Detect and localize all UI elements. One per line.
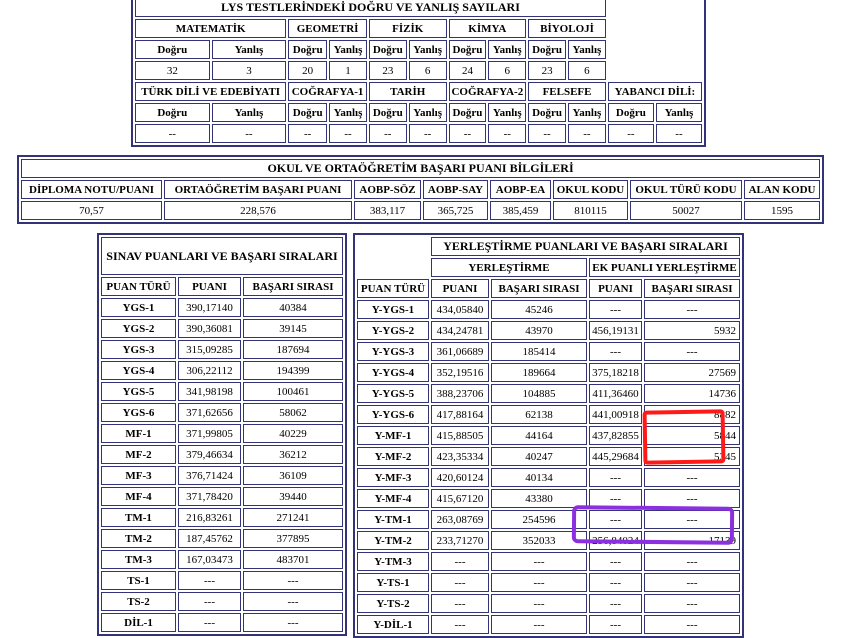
lys-column-header: Yanlış — [212, 40, 287, 59]
placement-value: 361,06689 — [431, 342, 489, 361]
score-value: 376,71424 — [178, 466, 241, 485]
placement-value: --- — [589, 552, 642, 571]
school-value: 383,117 — [354, 201, 421, 220]
school-column-header: DİPLOMA NOTU/PUANI — [21, 180, 162, 199]
lys-value: -- — [608, 124, 654, 143]
placement-value: 44164 — [491, 426, 587, 445]
placement-scores-table — [353, 233, 744, 638]
placement-value: --- — [491, 552, 587, 571]
placement-value: 434,24781 — [431, 321, 489, 340]
placement-value: 263,08769 — [431, 510, 489, 529]
placement-type: Y-TM-3 — [357, 552, 429, 571]
table-row — [357, 342, 740, 361]
score-value: 39145 — [243, 319, 343, 338]
placement-value: --- — [491, 615, 587, 634]
score-value: --- — [178, 592, 241, 611]
placement-value: --- — [644, 510, 740, 529]
lys-column-header: Doğru — [449, 40, 487, 59]
school-column-header: ALAN KODU — [744, 180, 820, 199]
score-type: TM-2 — [101, 529, 176, 548]
lys-column-header: Yanlış — [488, 103, 526, 122]
score-value: 371,62656 — [178, 403, 241, 422]
placement-value: 415,88505 — [431, 426, 489, 445]
placement-value: 17139 — [644, 531, 740, 550]
table-row — [357, 468, 740, 487]
score-type: YGS-3 — [101, 340, 176, 359]
school-value: 810115 — [553, 201, 628, 220]
placement-value: 411,36460 — [589, 384, 642, 403]
placement-value: 352,19516 — [431, 363, 489, 382]
placement-value: 417,88164 — [431, 405, 489, 424]
lys-subject-header: FELSEFE — [528, 82, 606, 101]
school-column-header: AOBP-SÖZ — [354, 180, 421, 199]
lys-value: -- — [212, 124, 287, 143]
lys-row1-blank — [608, 19, 702, 80]
lys-column-header: Yanlış — [656, 103, 702, 122]
placement-value: --- — [644, 468, 740, 487]
placement-title: YERLEŞTİRME PUANLARI VE BAŞARI SIRALARI — [431, 237, 740, 256]
placement-value: 5345 — [644, 447, 740, 466]
school-column-header: AOBP-EA — [490, 180, 551, 199]
lys-column-header: Doğru — [528, 103, 566, 122]
score-type: YGS-5 — [101, 382, 176, 401]
lys-subject-header: BİYOLOJİ — [528, 19, 606, 38]
lys-title-blank — [608, 0, 702, 17]
lys-subject-header: TÜRK DİLİ VE EDEBİYATI — [135, 82, 286, 101]
placement-type: Y-TS-2 — [357, 594, 429, 613]
placement-value: --- — [589, 300, 642, 319]
lys-column-header: Doğru — [528, 40, 566, 59]
score-value: 390,36081 — [178, 319, 241, 338]
placement-column-header: PUANI — [589, 279, 642, 298]
table-row — [357, 594, 740, 613]
placement-value: --- — [589, 489, 642, 508]
school-value: 50027 — [630, 201, 742, 220]
lys-column-header: Doğru — [288, 103, 327, 122]
placement-type: Y-TM-2 — [357, 531, 429, 550]
school-column-header: AOBP-SAY — [423, 180, 488, 199]
lys-subject-header: GEOMETRİ — [288, 19, 367, 38]
lys-column-header: Doğru — [288, 40, 327, 59]
lys-column-header: Yanlış — [329, 103, 367, 122]
lys-value: -- — [288, 124, 327, 143]
lys-title: LYS TESTLERİNDEKİ DOĞRU VE YANLIŞ SAYILARI — [135, 0, 606, 17]
score-type: YGS-6 — [101, 403, 176, 422]
placement-type: Y-MF-4 — [357, 489, 429, 508]
table-row — [101, 298, 343, 317]
lys-value: 1 — [329, 61, 367, 80]
table-row — [101, 382, 343, 401]
lys-value: -- — [656, 124, 702, 143]
placement-value: --- — [644, 342, 740, 361]
school-value: 385,459 — [490, 201, 551, 220]
school-score-table — [17, 155, 824, 224]
lys-subject-header: FİZİK — [369, 19, 447, 38]
lys-value: 23 — [528, 61, 566, 80]
lys-column-header: Yanlış — [488, 40, 526, 59]
placement-value: --- — [589, 468, 642, 487]
table-row — [101, 340, 343, 359]
lys-results-table — [131, 0, 706, 147]
score-type: YGS-1 — [101, 298, 176, 317]
placement-type: Y-TM-1 — [357, 510, 429, 529]
lys-value: -- — [369, 124, 407, 143]
score-type: TM-1 — [101, 508, 176, 527]
placement-type: Y-YGS-2 — [357, 321, 429, 340]
table-row — [357, 363, 740, 382]
table-row — [357, 384, 740, 403]
lys-column-header: Doğru — [369, 40, 407, 59]
score-type: MF-1 — [101, 424, 176, 443]
score-value: 194399 — [243, 361, 343, 380]
placement-value: 423,35334 — [431, 447, 489, 466]
placement-type: Y-TS-1 — [357, 573, 429, 592]
lys-value: -- — [409, 124, 447, 143]
placement-value: 43380 — [491, 489, 587, 508]
lys-column-header: Yanlış — [329, 40, 367, 59]
score-type: MF-3 — [101, 466, 176, 485]
placement-value: 185414 — [491, 342, 587, 361]
lys-column-header: Doğru — [449, 103, 487, 122]
table-row — [101, 529, 343, 548]
table-row — [101, 550, 343, 569]
placement-value: --- — [589, 615, 642, 634]
placement-value: 43970 — [491, 321, 587, 340]
placement-value: 441,00918 — [589, 405, 642, 424]
placement-value: --- — [491, 573, 587, 592]
score-value: 36212 — [243, 445, 343, 464]
lys-value: 3 — [212, 61, 287, 80]
placement-corner-blank — [357, 237, 429, 277]
table-row — [101, 613, 343, 632]
placement-value: 256,84024 — [589, 531, 642, 550]
placement-value: --- — [431, 552, 489, 571]
table-row — [357, 426, 740, 445]
placement-type: Y-YGS-1 — [357, 300, 429, 319]
extra-placement-group: EK PUANLI YERLEŞTİRME — [589, 258, 740, 277]
table-row — [357, 321, 740, 340]
placement-value: 40134 — [491, 468, 587, 487]
table-row — [357, 510, 740, 529]
score-value: 216,83261 — [178, 508, 241, 527]
school-column-header: OKUL KODU — [553, 180, 628, 199]
placement-column-header: PUAN TÜRÜ — [357, 279, 429, 298]
score-value: 390,17140 — [178, 298, 241, 317]
score-value: 40229 — [243, 424, 343, 443]
table-row — [101, 361, 343, 380]
score-value: 315,09285 — [178, 340, 241, 359]
placement-value: 456,19131 — [589, 321, 642, 340]
placement-value: --- — [589, 510, 642, 529]
placement-type: Y-MF-2 — [357, 447, 429, 466]
score-value: --- — [178, 613, 241, 632]
placement-value: --- — [589, 594, 642, 613]
placement-type: Y-YGS-6 — [357, 405, 429, 424]
placement-value: 189664 — [491, 363, 587, 382]
table-row — [357, 300, 740, 319]
school-column-header: ORTAÖĞRETİM BAŞARI PUANI — [164, 180, 352, 199]
score-type: MF-4 — [101, 487, 176, 506]
placement-value: --- — [589, 573, 642, 592]
school-column-header: OKUL TÜRÜ KODU — [630, 180, 742, 199]
score-type: YGS-4 — [101, 361, 176, 380]
placement-value: --- — [491, 594, 587, 613]
score-type: MF-2 — [101, 445, 176, 464]
lys-value: -- — [135, 124, 210, 143]
lys-value: -- — [488, 124, 526, 143]
placement-value: --- — [589, 342, 642, 361]
score-value: 271241 — [243, 508, 343, 527]
score-value: 58062 — [243, 403, 343, 422]
placement-value: 388,23706 — [431, 384, 489, 403]
placement-value: 40247 — [491, 447, 587, 466]
school-value: 1595 — [744, 201, 820, 220]
score-type: TS-2 — [101, 592, 176, 611]
lys-column-header: Yanlış — [409, 40, 447, 59]
lys-value: -- — [528, 124, 566, 143]
placement-value: --- — [431, 573, 489, 592]
placement-value: --- — [644, 552, 740, 571]
exam-scores-table — [97, 233, 347, 636]
score-value: 187,45762 — [178, 529, 241, 548]
table-row — [101, 592, 343, 611]
table-row — [101, 403, 343, 422]
table-row — [101, 424, 343, 443]
table-row — [357, 531, 740, 550]
exam-column-header: PUAN TÜRÜ — [101, 277, 176, 296]
table-row — [357, 489, 740, 508]
school-value: 228,576 — [164, 201, 352, 220]
placement-value: 437,82855 — [589, 426, 642, 445]
placement-type: Y-YGS-5 — [357, 384, 429, 403]
exam-column-header: PUANI — [178, 277, 241, 296]
placement-value: 445,29684 — [589, 447, 642, 466]
score-value: 187694 — [243, 340, 343, 359]
placement-value: --- — [431, 594, 489, 613]
placement-value: 5844 — [644, 426, 740, 445]
placement-value: 5932 — [644, 321, 740, 340]
lys-subject-header: COĞRAFYA-1 — [288, 82, 367, 101]
lys-value: 6 — [568, 61, 606, 80]
lys-value: 6 — [409, 61, 447, 80]
table-row — [357, 405, 740, 424]
placement-column-header: BAŞARI SIRASI — [644, 279, 740, 298]
school-value: 70,57 — [21, 201, 162, 220]
placement-value: 420,60124 — [431, 468, 489, 487]
score-value: 341,98198 — [178, 382, 241, 401]
lys-column-header: Yanlış — [568, 40, 606, 59]
lys-subject-header: MATEMATİK — [135, 19, 286, 38]
placement-value: 62138 — [491, 405, 587, 424]
table-row — [101, 445, 343, 464]
table-row — [101, 466, 343, 485]
lys-column-header: Doğru — [369, 103, 407, 122]
score-value: 36109 — [243, 466, 343, 485]
placement-column-header: PUANI — [431, 279, 489, 298]
lys-column-header: Yanlış — [409, 103, 447, 122]
score-value: 39440 — [243, 487, 343, 506]
lys-value: -- — [568, 124, 606, 143]
placement-type: Y-YGS-4 — [357, 363, 429, 382]
score-value: 377895 — [243, 529, 343, 548]
score-type: TS-1 — [101, 571, 176, 590]
placement-value: 233,71270 — [431, 531, 489, 550]
placement-value: 27569 — [644, 363, 740, 382]
score-value: 306,22112 — [178, 361, 241, 380]
lys-value: 32 — [135, 61, 210, 80]
placement-value: 352033 — [491, 531, 587, 550]
placement-type: Y-YGS-3 — [357, 342, 429, 361]
lys-column-header: Doğru — [135, 103, 210, 122]
placement-value: 45246 — [491, 300, 587, 319]
score-value: 100461 — [243, 382, 343, 401]
placement-value: 254596 — [491, 510, 587, 529]
lys-value: 23 — [369, 61, 407, 80]
table-row — [357, 573, 740, 592]
placement-type: Y-DİL-1 — [357, 615, 429, 634]
score-value: --- — [243, 571, 343, 590]
score-value: --- — [178, 571, 241, 590]
table-row — [101, 319, 343, 338]
lys-value: -- — [449, 124, 487, 143]
score-type: DİL-1 — [101, 613, 176, 632]
lys-subject-header: TARİH — [369, 82, 447, 101]
score-value: --- — [243, 592, 343, 611]
exam-scores-title: SINAV PUANLARI VE BAŞARI SIRALARI — [101, 237, 343, 275]
lys-subject-header: KİMYA — [449, 19, 527, 38]
placement-value: 8882 — [644, 405, 740, 424]
table-row — [101, 571, 343, 590]
table-row — [357, 615, 740, 634]
score-value: 371,78420 — [178, 487, 241, 506]
lys-value: 6 — [488, 61, 526, 80]
score-value: --- — [243, 613, 343, 632]
placement-type: Y-MF-3 — [357, 468, 429, 487]
placement-type: Y-MF-1 — [357, 426, 429, 445]
table-row — [101, 487, 343, 506]
placement-value: --- — [644, 573, 740, 592]
placement-column-header: BAŞARI SIRASI — [491, 279, 587, 298]
score-value: 371,99805 — [178, 424, 241, 443]
exam-column-header: BAŞARI SIRASI — [243, 277, 343, 296]
placement-value: 415,67120 — [431, 489, 489, 508]
score-value: 167,03473 — [178, 550, 241, 569]
lys-value: -- — [329, 124, 367, 143]
lys-column-header: Doğru — [135, 40, 210, 59]
score-value: 40384 — [243, 298, 343, 317]
table-row — [357, 552, 740, 571]
score-type: YGS-2 — [101, 319, 176, 338]
lys-value: 24 — [449, 61, 487, 80]
lys-column-header: Yanlış — [212, 103, 287, 122]
placement-value: 375,18218 — [589, 363, 642, 382]
lys-value: 20 — [288, 61, 327, 80]
school-score-title: OKUL VE ORTAÖĞRETİM BAŞARI PUANI BİLGİLERİ — [21, 159, 820, 178]
placement-value: --- — [431, 615, 489, 634]
placement-value: 104885 — [491, 384, 587, 403]
score-type: TM-3 — [101, 550, 176, 569]
placement-value: --- — [644, 594, 740, 613]
placement-value: --- — [644, 615, 740, 634]
lys-subject-header: YABANCI DİLİ: — [608, 82, 702, 101]
table-row — [357, 447, 740, 466]
lys-column-header: Yanlış — [568, 103, 606, 122]
placement-value: --- — [644, 300, 740, 319]
lys-subject-header: COĞRAFYA-2 — [449, 82, 527, 101]
placement-group: YERLEŞTİRME — [431, 258, 587, 277]
score-value: 483701 — [243, 550, 343, 569]
score-value: 379,46634 — [178, 445, 241, 464]
lys-column-header: Doğru — [608, 103, 654, 122]
table-row — [101, 508, 343, 527]
placement-value: --- — [644, 489, 740, 508]
placement-value: 14736 — [644, 384, 740, 403]
placement-value: 434,05840 — [431, 300, 489, 319]
school-value: 365,725 — [423, 201, 488, 220]
